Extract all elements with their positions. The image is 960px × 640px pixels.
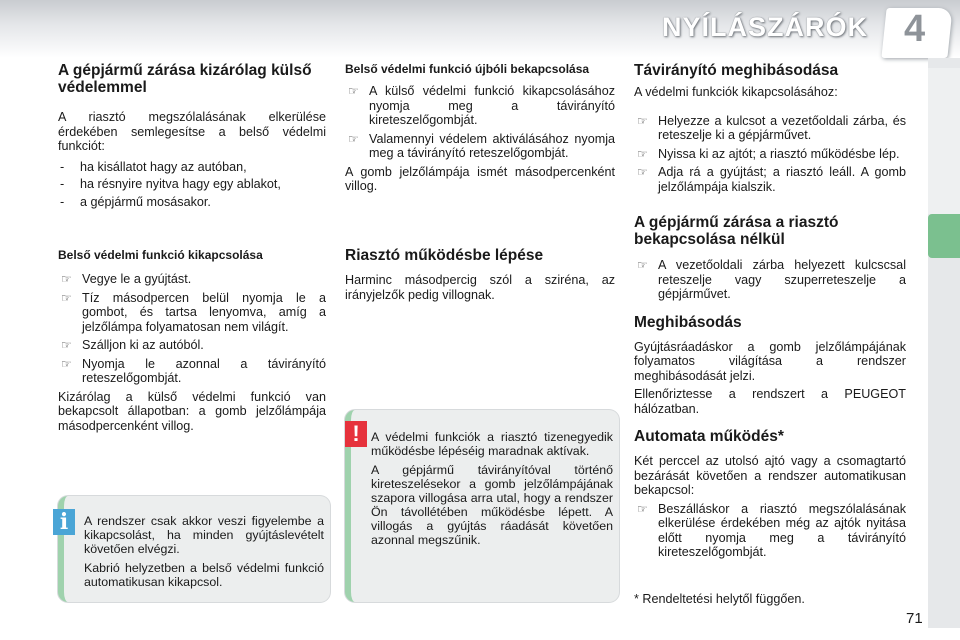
paragraph: A gomb jelzőlámpája ismét másodpercenként villog. <box>345 164 615 193</box>
dash-list <box>58 160 326 210</box>
list-item: ☞ Valamennyi védelem aktiválásához nyomja meg a távirányító reteszelőgombját. <box>348 131 615 160</box>
paragraph: Kizárólag a külső védelmi funkció van bekapcsolt állapotban: a gomb jelzőlámpája másodpercenként villog. <box>58 389 326 433</box>
warning-box <box>345 410 619 602</box>
subheading: Belső védelmi funkció újbóli bekapcsolása <box>345 62 590 76</box>
section-heading: Automata működés* <box>634 428 784 445</box>
section-heading: A gépjármű zárása kizárólag külső védelemmel <box>58 62 312 96</box>
section-heading: Meghibásodás <box>634 313 742 331</box>
paragraph: Két perccel az utolsó ajtó vagy a csomagtartó bezárását követően a rendszer automatikusan bekapcsol: <box>634 454 906 497</box>
step-list <box>345 84 615 161</box>
warning-text: A gépjármű távirányítóval történő kireteszelésekor a gomb jelzőlámpájának szapora villogása arra utal, hogy a rendszer Ön távollétében működésbe lépett. A villogás a gyújtás ráadását követően azonnal megszűnik. <box>371 463 613 547</box>
list-item: ☞ Helyezze a kulcsot a vezetőoldali zárba, és reteszelje ki a gépjárművet. <box>637 113 906 142</box>
page-number: 71 <box>906 610 923 627</box>
paragraph: Harminc másodpercig szól a sziréna, az irányjelzők pedig villognak. <box>345 273 615 302</box>
info-text: Kabrió helyzetben a belső védelmi funkció automatikusan kikapcsol. <box>84 561 324 589</box>
list-item: - ha kisállatot hagy az autóban, <box>58 160 326 175</box>
list-item: ☞ A vezetőoldali zárba helyezett kulcscsal reteszelje vagy szuperreteszelje a gépjárművet. <box>637 258 906 301</box>
footnote-text: * Rendeltetési helytől függően. <box>634 592 805 606</box>
paragraph: A védelmi funkciók kikapcsolásához: <box>634 85 838 99</box>
list-item: ☞ Nyomja le azonnal a távirányító reteszelőgombját. <box>61 356 326 385</box>
side-tab-green <box>928 214 960 258</box>
list-item: ☞ Tíz másodpercen belül nyomja le a gombot, és tartsa lenyomva, amíg a jelzőlámpa folyamatosan nem világít. <box>61 290 326 334</box>
info-box <box>58 496 330 602</box>
subheading: Belső védelmi funkció kikapcsolása <box>58 248 263 262</box>
list-item: ☞ Adja rá a gyújtást; a riasztó leáll. A gomb jelzőlámpája kialszik. <box>637 165 906 194</box>
col2-top <box>345 62 615 194</box>
col1-top <box>58 62 326 212</box>
paragraph: Ellenőriztesse a rendszert a PEUGEOT hálózatban. <box>634 387 906 416</box>
list-item: ☞ Vegye le a gyújtást. <box>61 272 192 286</box>
pointer-icon: ☞ <box>61 290 72 305</box>
list-item: ☞ Beszálláskor a riasztó megszólalásának elkerülése érdekében még az ajtók nyitása előtt nyomja meg a távirányító kireteszelőgombját. <box>637 501 906 559</box>
list-item: ☞ Nyissa ki az ajtót; a riasztó működésbe lép. <box>637 146 900 161</box>
list-item: ☞ Szálljon ki az autóból. <box>61 338 204 352</box>
pointer-icon: ☞ <box>348 131 359 146</box>
info-text: A rendszer csak akkor veszi figyelembe a kikapcsolást, ha minden gyújtáslevételt követően elvégzi. <box>84 514 324 556</box>
col3 <box>634 62 906 564</box>
step-list <box>58 272 326 386</box>
pointer-icon: ☞ <box>61 272 72 286</box>
paragraph: A riasztó megszólalásának elkerülése érdekében semlegesítse a belső védelmi funkciót: <box>58 110 326 153</box>
warning-icon: ! <box>345 421 367 447</box>
footnote <box>634 592 906 607</box>
chapter-number: 4 <box>904 8 926 50</box>
side-tab-grey <box>928 68 960 214</box>
section-heading: Riasztó működésbe lépése <box>345 247 544 264</box>
list-item: - a gépjármű mosásakor. <box>58 195 326 210</box>
pointer-icon: ☞ <box>61 356 72 371</box>
page-title: NYÍLÁSZÁRÓK <box>662 12 868 42</box>
pointer-icon: ☞ <box>61 338 72 352</box>
warning-text: A védelmi funkciók a riasztó tizenegyedik működésbe lépéséig maradnak aktívak. <box>371 430 613 458</box>
pointer-icon: ☞ <box>637 113 648 128</box>
list-item: - ha résnyire nyitva hagy egy ablakot, <box>58 177 326 192</box>
info-icon: i <box>53 509 75 535</box>
pointer-icon: ☞ <box>637 165 648 179</box>
step-list <box>634 114 906 195</box>
col2-middle <box>345 247 615 302</box>
col1-middle <box>58 248 326 433</box>
step-list <box>634 258 906 302</box>
section-heading: A gépjármű zárása a riasztó bekapcsolása nélkül <box>634 214 839 248</box>
section-heading: Távirányító meghibásodása <box>634 62 839 79</box>
pointer-icon: ☞ <box>637 501 648 516</box>
pointer-icon: ☞ <box>348 84 359 98</box>
paragraph: Gyújtásráadáskor a gomb jelzőlámpájának folyamatos világítása a rendszer meghibásodását jelzi. <box>634 339 906 383</box>
step-list <box>634 502 906 560</box>
pointer-icon: ☞ <box>637 146 648 161</box>
list-item: ☞ A külső védelmi funkció kikapcsolásához nyomja meg a távirányító kireteszelőgombját. <box>348 84 615 127</box>
pointer-icon: ☞ <box>637 258 648 272</box>
